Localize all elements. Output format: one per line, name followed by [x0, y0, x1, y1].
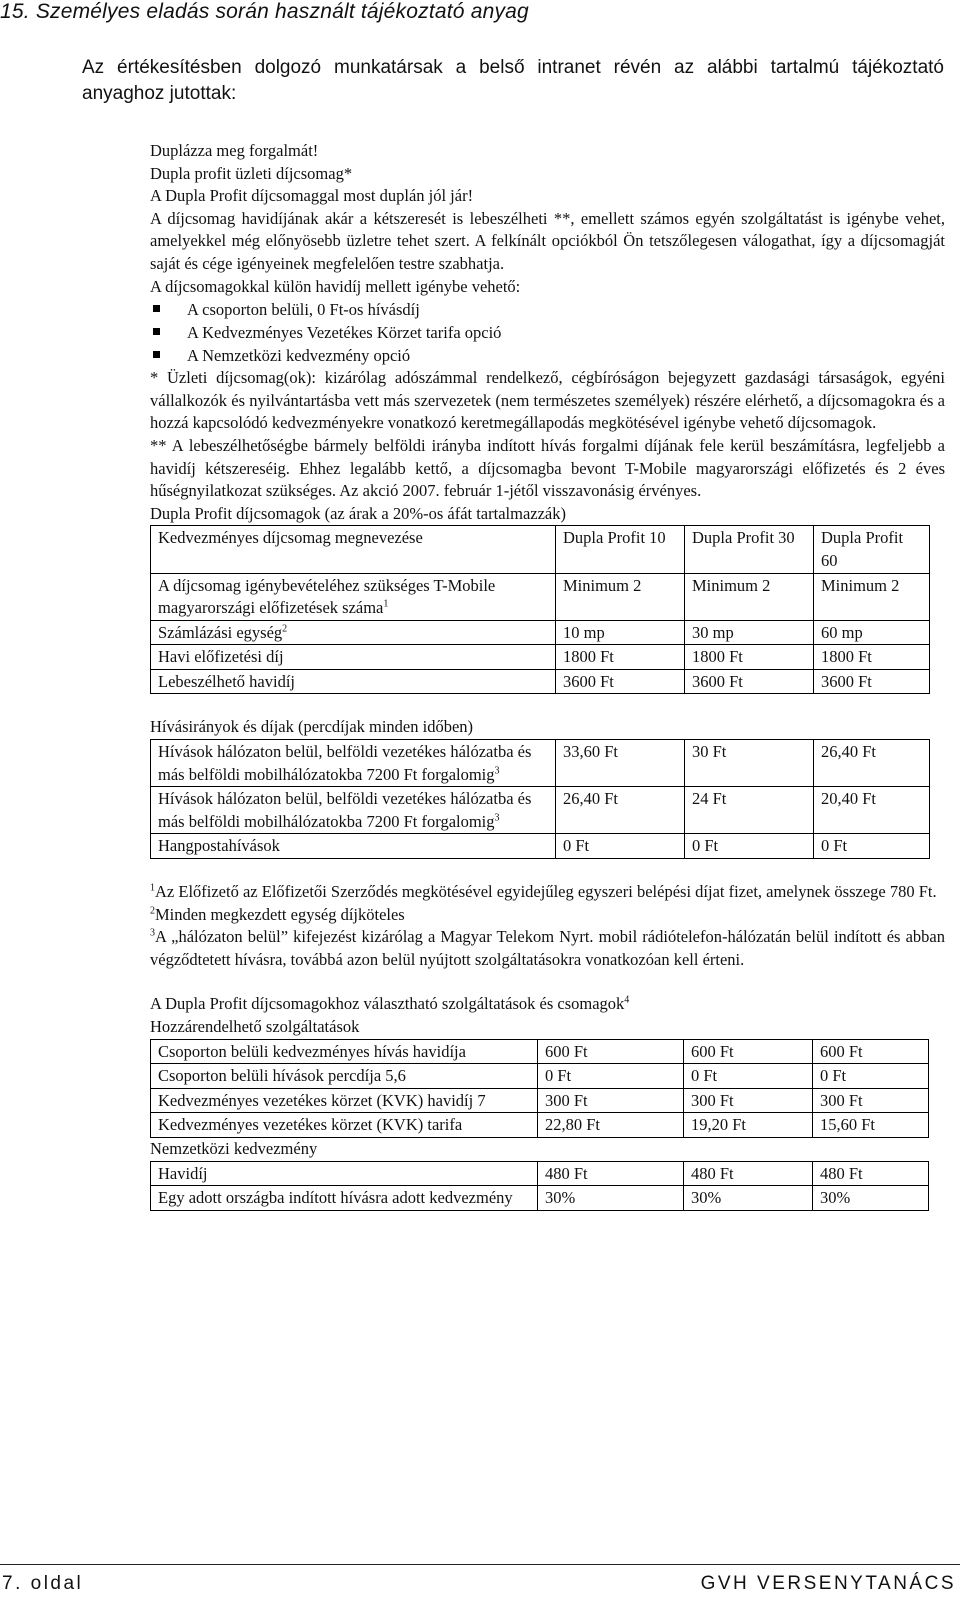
square-bullet-icon: [153, 305, 160, 312]
list-item: A Nemzetközi kedvezmény opció: [150, 344, 945, 367]
slogan-line-3: A Dupla Profit díjcsomaggal most duplán jól jár!: [150, 186, 474, 206]
footnote-1: $^1$Az Előfizető az Előfizetői Szerződés megkötésével egyidejűleg egyszeri belépési díjat fizet, amelynek összege 780 Ft.: [150, 882, 937, 902]
table-cell: 600 Ft: [684, 1039, 813, 1064]
table-cell: 30%: [684, 1186, 813, 1211]
table1-caption: Dupla Profit díjcsomagok (az árak a 20%-os áfát tartalmazzák): [150, 503, 566, 523]
services-table: [150, 1039, 929, 1138]
slogan-line-2: Dupla profit üzleti díjcsomag*: [150, 163, 353, 183]
table-cell: 60 mp: [814, 620, 930, 645]
table-cell: Számlázási egység$^2$: [151, 620, 556, 645]
table-cell: Lebeszélhető havidíj: [151, 669, 556, 694]
table-cell: Minimum 2: [685, 573, 814, 620]
table-cell: A díjcsomag igénybevételéhez szükséges T-Mobile magyarországi előfizetések száma$^1$: [151, 573, 556, 620]
table-cell: Dupla Profit 10: [556, 526, 685, 573]
table-cell: Csoporton belüli hívások percdíja 5,6: [151, 1064, 538, 1089]
table-cell: Minimum 2: [556, 573, 685, 620]
table-header-row: [151, 526, 930, 573]
table-row: [151, 669, 930, 694]
offer-paragraph: A díjcsomag havidíjának akár a kétszeresét is lebeszélheti **, emellett számos egyén szolgáltatást is igénybe vehet, amelyekkel még előnyösebb üzletre tehet szert. A felkínált opciókból Ön tetszőlegesen válogathat, így a díjcsomagját saját és cége igényeinek megfelelően testre szabhatja.: [150, 208, 945, 273]
table-cell: 26,40 Ft: [556, 787, 685, 834]
table-cell: 0 Ft: [813, 1064, 929, 1089]
table-cell: 33,60 Ft: [556, 740, 685, 787]
table-row: [151, 1186, 929, 1211]
table-row: [151, 787, 930, 834]
table-cell: 300 Ft: [684, 1088, 813, 1113]
table-cell: Egy adott országba indított hívásra adott kedvezmény: [151, 1186, 538, 1211]
table-cell: 30 mp: [685, 620, 814, 645]
table-cell: 20,40 Ft: [814, 787, 930, 834]
table-cell: Havidíj: [151, 1161, 538, 1186]
options-list: [150, 298, 945, 367]
page-heading: 15. Személyes eladás során használt tájékoztató anyag: [0, 0, 529, 23]
table-cell: 26,40 Ft: [814, 740, 930, 787]
table-row: [151, 1088, 929, 1113]
table-cell: 1800 Ft: [685, 645, 814, 670]
table-row: [151, 645, 930, 670]
table-cell: 480 Ft: [538, 1161, 684, 1186]
footer-organization: GVH VERSENYTANÁCS: [700, 1573, 956, 1594]
table-cell: 30%: [813, 1186, 929, 1211]
table-row: [151, 1064, 929, 1089]
table-cell: 600 Ft: [813, 1039, 929, 1064]
table-row: [151, 1113, 929, 1138]
table-cell: 480 Ft: [813, 1161, 929, 1186]
table-row: [151, 1161, 929, 1186]
table-cell: 3600 Ft: [814, 669, 930, 694]
table-cell: Kedvezményes vezetékes körzet (KVK) tarifa: [151, 1113, 538, 1138]
table-cell: Hangpostahívások: [151, 834, 556, 859]
table-cell: 1800 Ft: [814, 645, 930, 670]
table-cell: 300 Ft: [813, 1088, 929, 1113]
table-cell: Kedvezményes díjcsomag megnevezése: [151, 526, 556, 573]
table-cell: 30%: [538, 1186, 684, 1211]
table-cell: 600 Ft: [538, 1039, 684, 1064]
call-rates-table: [150, 739, 930, 859]
intro-paragraph: Az értékesítésben dolgozó munkatársak a belső intranet révén az alábbi tartalmú tájékoztató anyaghoz jutottak:: [82, 57, 944, 104]
talk-credit-note: ** A lebeszélhetőségbe bármely belföldi irányba indított hívás forgalmi díjának fele kerül beszámításra, legfeljebb a havidíj kétszereséig. Ehhez legalább kettő, a díjcsomagba bevont T-Mobile magyarországi előfizetés és 2 éves hűségnyilatkozat szükséges. Az akció 2007. február 1-jétől visszavonásig érvényes.: [150, 435, 945, 501]
package-table: [150, 525, 930, 694]
square-bullet-icon: [153, 351, 160, 358]
table-cell: 0 Ft: [538, 1064, 684, 1089]
list-item: A csoporton belüli, 0 Ft-os hívásdíj: [150, 298, 945, 321]
table-cell: Hívások hálózaton belül, belföldi vezetékes hálózatba és más belföldi mobilhálózatokba 7200 Ft forgalomig$^3$: [151, 740, 556, 787]
table2-caption: Hívásirányok és díjak (percdíjak minden időben): [150, 717, 474, 737]
table-cell: 22,80 Ft: [538, 1113, 684, 1138]
table-cell: 1800 Ft: [556, 645, 685, 670]
table-cell: Minimum 2: [814, 573, 930, 620]
footer-divider: [0, 1564, 960, 1565]
table-cell: Dupla Profit 60: [814, 526, 930, 573]
international-section-label: Nemzetközi kedvezmény: [150, 1138, 318, 1158]
footnote-3: $^3$A „hálózaton belül” kifejezést kizárólag a Magyar Telekom Nyrt. mobil rádiótelefon-hálózatán belül indított és abban végződtetett hívásra, továbbá azon belül nyújtott szolgáltatásokra vonatkozóan kell érteni.: [150, 927, 945, 969]
table-row: [151, 620, 930, 645]
table-row: [151, 573, 930, 620]
page-number: 7. oldal: [2, 1573, 84, 1594]
slogan-line-1: Duplázza meg forgalmát!: [150, 141, 319, 160]
table-cell: 0 Ft: [556, 834, 685, 859]
table-cell: 0 Ft: [684, 1064, 813, 1089]
table-cell: Hívások hálózaton belül, belföldi vezetékes hálózatba és más belföldi mobilhálózatokba 7200 Ft forgalomig$^3$: [151, 787, 556, 834]
table-row: [151, 740, 930, 787]
table-cell: 300 Ft: [538, 1088, 684, 1113]
square-bullet-icon: [153, 328, 160, 335]
table-cell: 10 mp: [556, 620, 685, 645]
table-cell: 24 Ft: [685, 787, 814, 834]
footnote-2: $^2$Minden megkezdett egység díjköteles: [150, 904, 405, 924]
table-cell: 3600 Ft: [556, 669, 685, 694]
document-body: [150, 140, 945, 1211]
table-cell: 0 Ft: [685, 834, 814, 859]
table-cell: 480 Ft: [684, 1161, 813, 1186]
table-cell: 3600 Ft: [685, 669, 814, 694]
table-cell: Dupla Profit 30: [685, 526, 814, 573]
table-cell: Csoporton belüli kedvezményes hívás havidíja: [151, 1039, 538, 1064]
table-cell: Kedvezményes vezetékes körzet (KVK) havidíj 7: [151, 1088, 538, 1113]
table-cell: 15,60 Ft: [813, 1113, 929, 1138]
table-row: [151, 834, 930, 859]
table-row: [151, 1039, 929, 1064]
table-cell: 30 Ft: [685, 740, 814, 787]
international-table: [150, 1161, 929, 1211]
table-cell: 0 Ft: [814, 834, 930, 859]
business-note: * Üzleti díjcsomag(ok): kizárólag adószámmal rendelkező, cégbíróságon bejegyzett gazdasági társaságok, egyéni vállalkozók és nyilvántartásba vett más szervezetek (nem természetes személyek) részére elérhető, a díjcsomagokra és a hozzá kapcsolódó kedvezményekre vonatkozó keretmegállapodás megkötésével igénybe vehető díjcsomagok.: [150, 368, 945, 433]
table-cell: 19,20 Ft: [684, 1113, 813, 1138]
table-cell: Havi előfizetési díj: [151, 645, 556, 670]
options-intro: A díjcsomagokkal külön havidíj mellett igénybe vehető:: [150, 276, 521, 296]
list-item: A Kedvezményes Vezetékes Körzet tarifa opció: [150, 321, 945, 344]
services-subtitle: Hozzárendelhető szolgáltatások: [150, 1017, 360, 1036]
services-title: A Dupla Profit díjcsomagokhoz választható szolgáltatások és csomagok$^4$: [150, 994, 630, 1014]
